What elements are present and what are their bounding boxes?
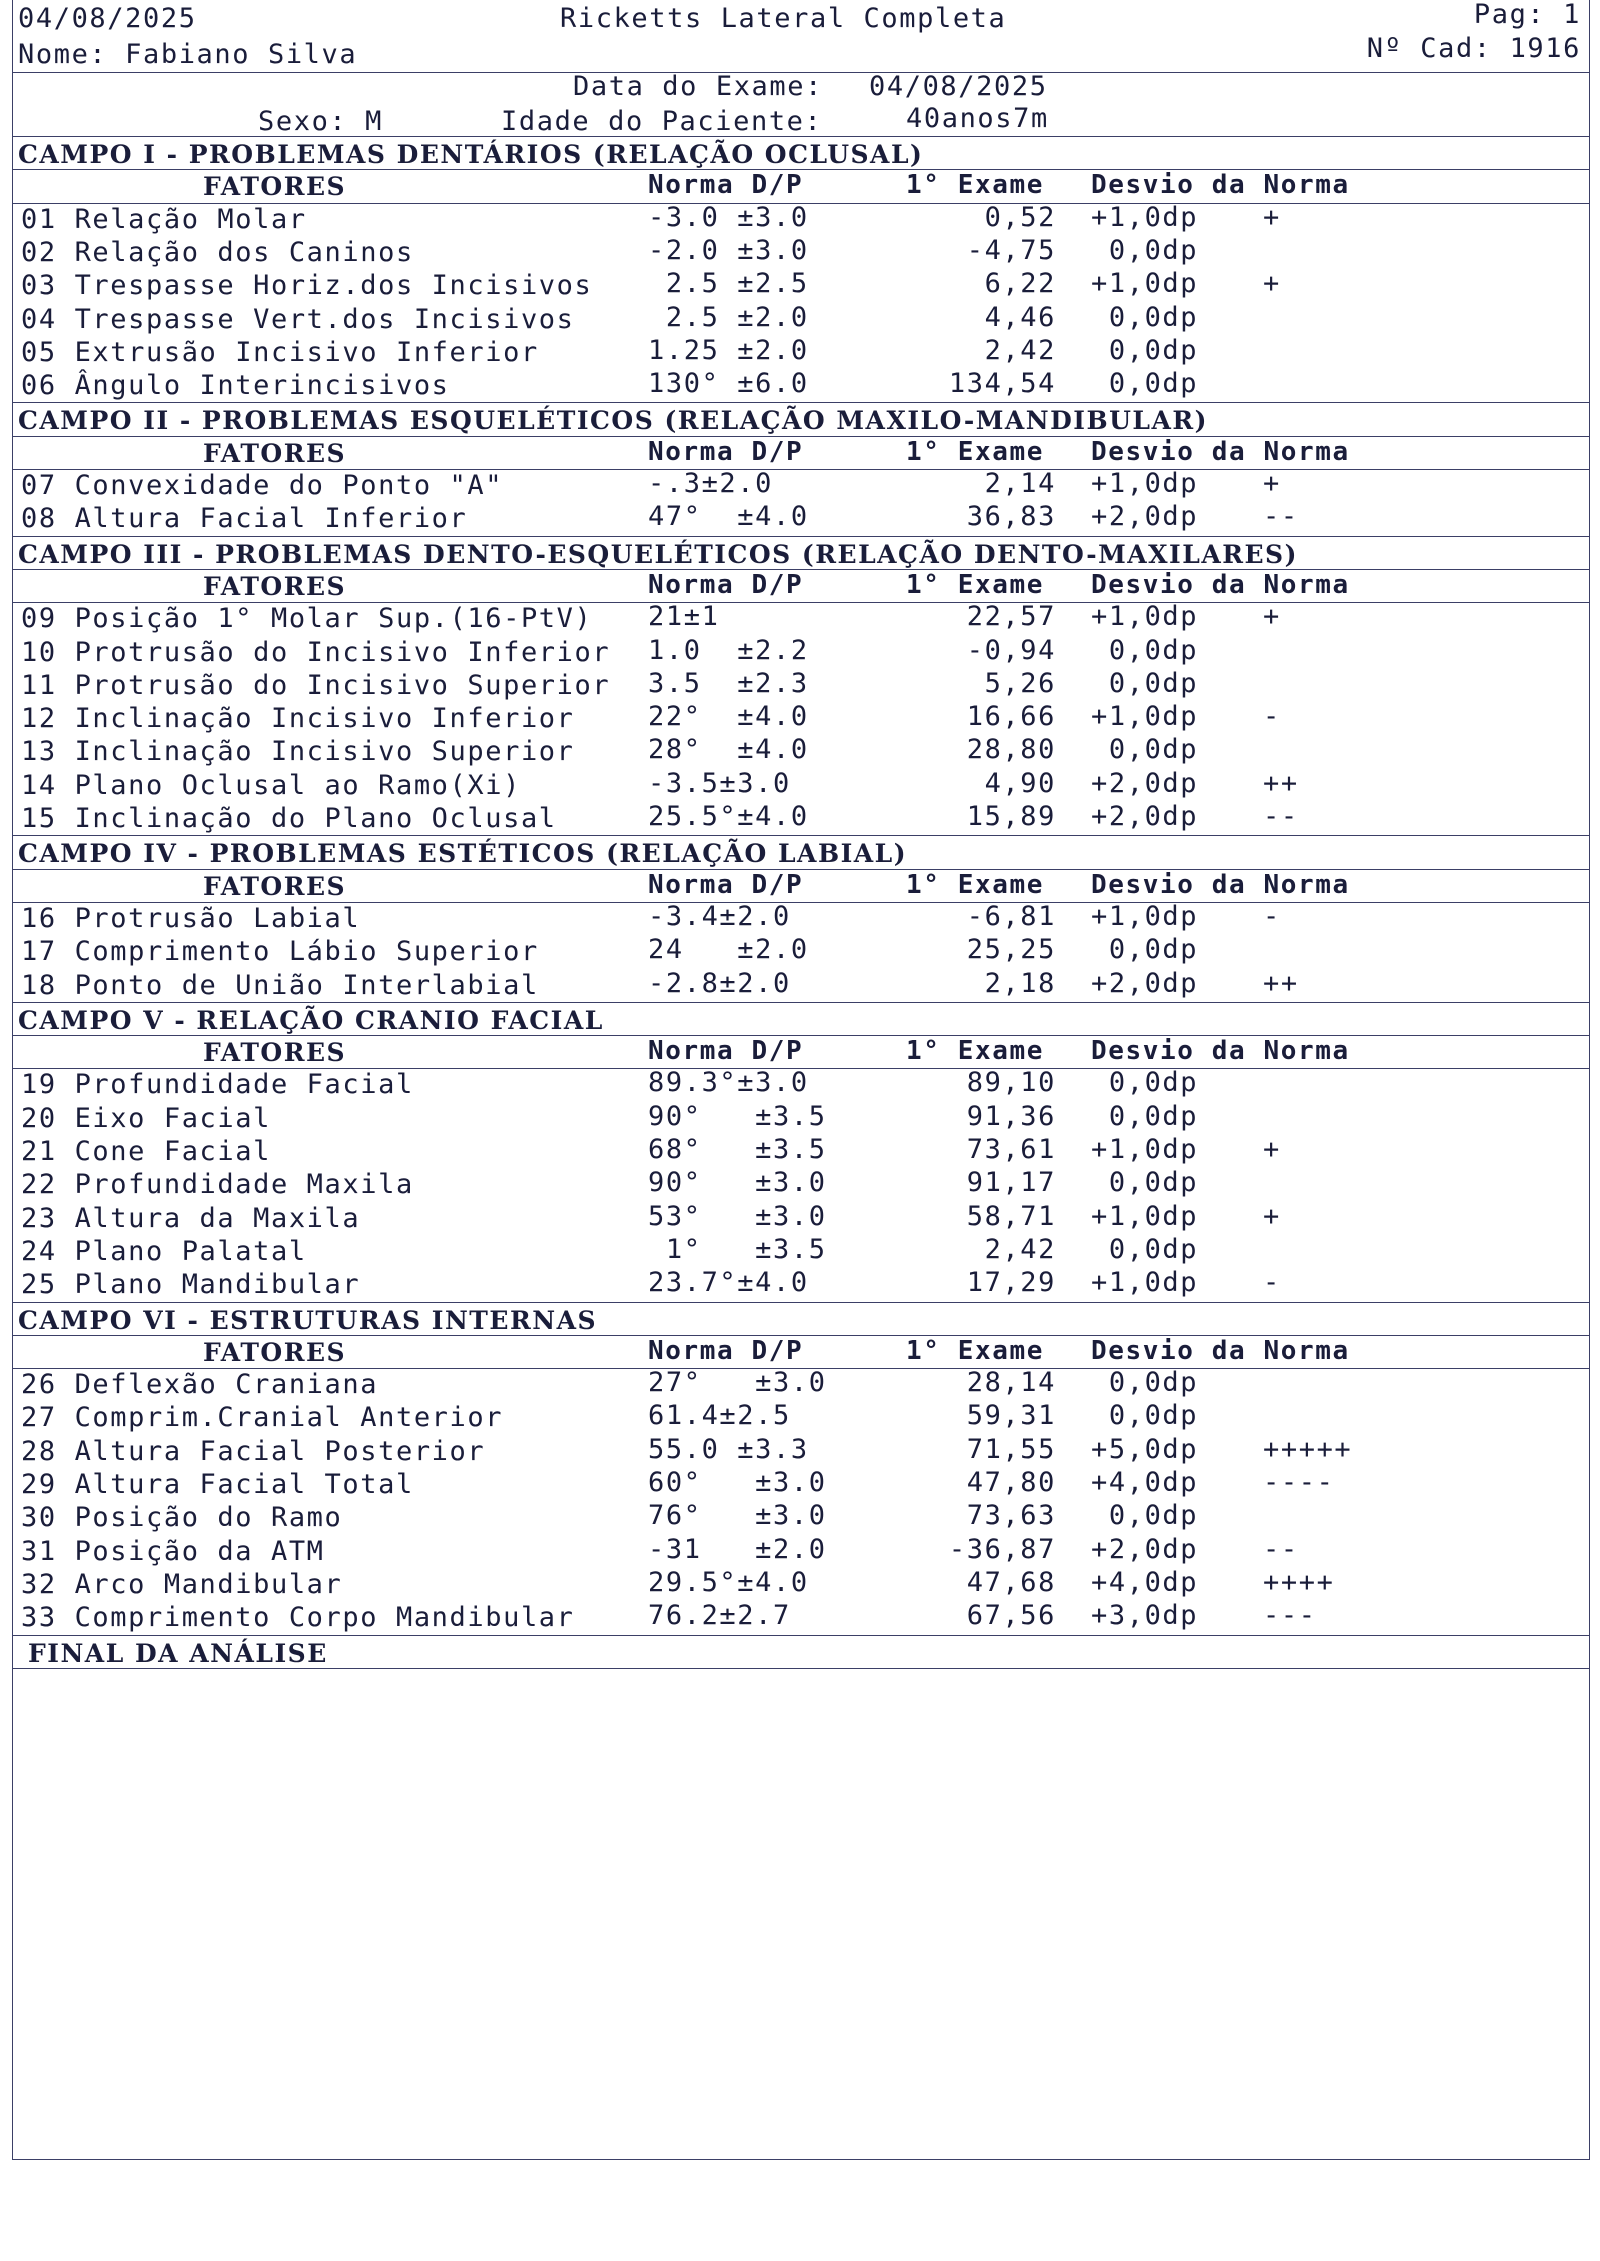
- row-label: 11 Protrusão do Incisivo Superior: [21, 669, 611, 701]
- row-norma: -3.5±3.0: [648, 767, 791, 799]
- column-header-desvio: Desvio da Norma: [1091, 1335, 1350, 1366]
- row-exame: 2,42: [984, 1233, 1056, 1265]
- row-desvio: +1,0dp: [1091, 701, 1199, 733]
- column-header-desvio: Desvio da Norma: [1091, 170, 1350, 201]
- row-exame: 89,10: [966, 1067, 1056, 1099]
- section-title: CAMPO I - PROBLEMAS DENTÁRIOS (RELAÇÃO OCLUSAL): [18, 140, 924, 169]
- row-norma: 28° ±4.0: [648, 734, 809, 766]
- row-label: 14 Plano Oclusal ao Ramo(Xi): [21, 769, 521, 801]
- page-number: Pag: 1: [1473, 0, 1581, 30]
- row-sinal: -: [1263, 900, 1281, 932]
- row-label: 29 Altura Facial Total: [21, 1469, 414, 1500]
- column-header-fatores: FATORES: [203, 172, 347, 202]
- row-exame: 4,90: [984, 767, 1056, 799]
- row-sinal: +++++: [1263, 1433, 1353, 1465]
- row-label: 32 Arco Mandibular: [21, 1568, 343, 1600]
- row-exame: 47,68: [966, 1566, 1056, 1598]
- row-label: 28 Altura Facial Posterior: [21, 1435, 486, 1467]
- row-exame: 134,54: [948, 368, 1056, 400]
- divider: [13, 1668, 1589, 1669]
- row-norma: -31 ±2.0: [648, 1533, 827, 1565]
- row-desvio: 0,0dp: [1091, 1500, 1199, 1532]
- row-sinal: ----: [1263, 1467, 1335, 1498]
- column-header-exame: 1° Exame: [906, 1036, 1045, 1067]
- row-desvio: 0,0dp: [1091, 667, 1199, 699]
- row-norma: -2.8±2.0: [648, 967, 791, 999]
- row-sinal: --: [1263, 1533, 1299, 1565]
- row-norma: 61.4±2.5: [648, 1400, 791, 1432]
- row-label: 03 Trespasse Horiz.dos Incisivos: [21, 270, 593, 302]
- column-header-fatores: FATORES: [203, 1038, 347, 1068]
- row-label: 16 Protrusão Labial: [21, 902, 361, 934]
- row-exame: 67,56: [966, 1600, 1056, 1632]
- row-sinal: +: [1263, 468, 1281, 499]
- row-norma: -2.0 ±3.0: [648, 234, 809, 266]
- column-header-exame: 1° Exame: [906, 869, 1045, 900]
- column-header-fatores: FATORES: [203, 1337, 347, 1367]
- row-label: 23 Altura da Maxila: [21, 1202, 361, 1234]
- row-desvio: +1,0dp: [1091, 201, 1199, 233]
- row-exame: 71,55: [966, 1433, 1056, 1465]
- patient-sex: Sexo: M: [258, 106, 383, 137]
- row-norma: 47° ±4.0: [648, 501, 809, 533]
- row-exame: 6,22: [984, 268, 1056, 300]
- divider: [13, 835, 1589, 836]
- row-sinal: ++: [1263, 767, 1299, 799]
- row-exame: 58,71: [966, 1200, 1056, 1232]
- report-page: [12, 0, 1590, 2160]
- row-desvio: 0,0dp: [1091, 368, 1199, 400]
- row-label: 01 Relação Molar: [21, 203, 307, 235]
- row-desvio: 0,0dp: [1091, 1167, 1199, 1199]
- column-header-norma: Norma D/P: [648, 436, 804, 467]
- row-desvio: 0,0dp: [1091, 234, 1199, 266]
- age-label: Idade do Paciente:: [501, 106, 823, 137]
- column-header-norma: Norma D/P: [648, 569, 804, 600]
- column-header-desvio: Desvio da Norma: [1091, 569, 1350, 600]
- row-exame: -4,75: [966, 234, 1056, 266]
- row-norma: 23.7°±4.0: [648, 1267, 809, 1299]
- row-norma: 68° ±3.5: [648, 1134, 827, 1165]
- row-desvio: +1,0dp: [1091, 268, 1199, 300]
- row-desvio: 0,0dp: [1091, 301, 1199, 333]
- row-label: 33 Comprimento Corpo Mandibular: [21, 1602, 575, 1634]
- row-norma: 3.5 ±2.3: [648, 667, 809, 699]
- row-norma: 2.5 ±2.0: [648, 301, 809, 333]
- row-sinal: -: [1263, 701, 1281, 733]
- row-desvio: +2,0dp: [1091, 1533, 1199, 1565]
- row-sinal: --: [1263, 501, 1299, 533]
- column-header-fatores: FATORES: [203, 871, 347, 901]
- column-header-exame: 1° Exame: [906, 170, 1045, 201]
- row-desvio: +2,0dp: [1091, 767, 1199, 799]
- row-exame: 4,46: [984, 301, 1056, 333]
- row-desvio: 0,0dp: [1091, 734, 1199, 766]
- row-sinal: --: [1263, 801, 1299, 832]
- row-desvio: 0,0dp: [1091, 1100, 1199, 1132]
- row-desvio: +4,0dp: [1091, 1467, 1199, 1498]
- report-title: Ricketts Lateral Completa: [560, 3, 1007, 34]
- row-exame: 73,61: [966, 1134, 1056, 1165]
- column-header-desvio: Desvio da Norma: [1091, 1036, 1350, 1067]
- row-desvio: 0,0dp: [1091, 1367, 1199, 1399]
- row-exame: -6,81: [966, 900, 1056, 932]
- row-label: 22 Profundidade Maxila: [21, 1169, 414, 1201]
- patient-name: Nome: Fabiano Silva: [18, 39, 358, 70]
- row-desvio: +2,0dp: [1091, 501, 1199, 533]
- section-title: CAMPO V - RELAÇÃO CRANIO FACIAL: [18, 1005, 604, 1035]
- column-header-desvio: Desvio da Norma: [1091, 436, 1350, 467]
- row-desvio: +1,0dp: [1091, 468, 1199, 499]
- row-label: 12 Inclinação Incisivo Inferior: [21, 703, 575, 735]
- row-exame: 2,18: [984, 967, 1056, 999]
- row-norma: -3.4±2.0: [648, 900, 791, 932]
- row-exame: -36,87: [948, 1533, 1056, 1565]
- row-label: 08 Altura Facial Inferior: [21, 503, 468, 535]
- row-norma: 27° ±3.0: [648, 1367, 827, 1399]
- row-label: 20 Eixo Facial: [21, 1102, 271, 1134]
- divider: [13, 136, 1589, 137]
- row-norma: 90° ±3.0: [648, 1167, 827, 1199]
- row-sinal: +: [1263, 601, 1281, 633]
- section-title: CAMPO IV - PROBLEMAS ESTÉTICOS (RELAÇÃO LABIAL): [18, 839, 908, 869]
- row-norma: 1.25 ±2.0: [648, 334, 809, 366]
- column-header-desvio: Desvio da Norma: [1091, 869, 1350, 900]
- row-sinal: ++++: [1263, 1566, 1335, 1598]
- row-label: 06 Ângulo Interincisivos: [21, 370, 450, 402]
- divider: [13, 536, 1589, 537]
- row-exame: 91,36: [966, 1100, 1056, 1132]
- column-header-exame: 1° Exame: [906, 436, 1045, 467]
- row-desvio: 0,0dp: [1091, 1233, 1199, 1265]
- row-exame: 59,31: [966, 1400, 1056, 1432]
- section-title: CAMPO III - PROBLEMAS DENTO-ESQUELÉTICOS (RELAÇÃO DENTO-MAXILARES): [18, 539, 1298, 569]
- row-norma: 89.3°±3.0: [648, 1067, 809, 1099]
- report-date: 04/08/2025: [18, 3, 197, 34]
- row-norma: 76° ±3.0: [648, 1500, 827, 1532]
- row-exame: 47,80: [966, 1467, 1056, 1498]
- row-label: 18 Ponto de União Interlabial: [21, 969, 539, 1001]
- column-header-exame: 1° Exame: [906, 1335, 1045, 1366]
- row-exame: 2,14: [984, 468, 1056, 499]
- row-exame: 22,57: [966, 601, 1056, 633]
- row-desvio: 0,0dp: [1091, 1067, 1199, 1099]
- patient-age: 40anos7m: [906, 103, 1049, 134]
- row-sinal: +: [1263, 1200, 1281, 1232]
- row-norma: 60° ±3.0: [648, 1467, 827, 1498]
- row-norma: -.3±2.0: [648, 468, 773, 499]
- row-exame: 0,52: [984, 201, 1056, 233]
- row-desvio: 0,0dp: [1091, 1400, 1199, 1432]
- row-label: 17 Comprimento Lábio Superior: [21, 936, 539, 968]
- row-desvio: +3,0dp: [1091, 1600, 1199, 1632]
- column-header-norma: Norma D/P: [648, 1036, 804, 1067]
- row-norma: 53° ±3.0: [648, 1200, 827, 1232]
- row-norma: 24 ±2.0: [648, 934, 809, 966]
- row-norma: 22° ±4.0: [648, 701, 809, 733]
- row-exame: 15,89: [966, 801, 1056, 832]
- column-header-exame: 1° Exame: [906, 569, 1045, 600]
- row-label: 05 Extrusão Incisivo Inferior: [21, 336, 539, 368]
- row-exame: 25,25: [966, 934, 1056, 966]
- row-label: 04 Trespasse Vert.dos Incisivos: [21, 303, 575, 335]
- row-exame: 36,83: [966, 501, 1056, 533]
- row-desvio: 0,0dp: [1091, 934, 1199, 966]
- row-norma: 25.5°±4.0: [648, 801, 809, 832]
- row-label: 02 Relação dos Caninos: [21, 236, 414, 268]
- column-header-norma: Norma D/P: [648, 170, 804, 201]
- row-sinal: +: [1263, 201, 1281, 233]
- exam-date: 04/08/2025: [869, 71, 1048, 102]
- row-norma: 55.0 ±3.3: [648, 1433, 809, 1465]
- row-label: 15 Inclinação do Plano Oclusal: [21, 803, 557, 834]
- row-desvio: 0,0dp: [1091, 334, 1199, 366]
- row-exame: 17,29: [966, 1267, 1056, 1299]
- row-desvio: +2,0dp: [1091, 801, 1199, 832]
- divider: [13, 1002, 1589, 1003]
- row-label: 19 Profundidade Facial: [21, 1069, 414, 1101]
- row-sinal: -: [1263, 1267, 1281, 1299]
- row-desvio: +1,0dp: [1091, 1134, 1199, 1165]
- section-title: CAMPO II - PROBLEMAS ESQUELÉTICOS (RELAÇÃO MAXILO-MANDIBULAR): [18, 406, 1208, 436]
- row-label: 21 Cone Facial: [21, 1136, 271, 1167]
- row-desvio: +1,0dp: [1091, 1200, 1199, 1232]
- row-exame: 2,42: [984, 334, 1056, 366]
- row-sinal: ++: [1263, 967, 1299, 999]
- column-header-norma: Norma D/P: [648, 869, 804, 900]
- row-desvio: +1,0dp: [1091, 601, 1199, 633]
- footer-label: FINAL DA ANÁLISE: [28, 1638, 328, 1668]
- row-sinal: +: [1263, 268, 1281, 300]
- row-exame: 5,26: [984, 667, 1056, 699]
- divider: [13, 1635, 1589, 1636]
- row-norma: -3.0 ±3.0: [648, 201, 809, 233]
- divider: [13, 1302, 1589, 1303]
- row-exame: 28,80: [966, 734, 1056, 766]
- row-desvio: +5,0dp: [1091, 1433, 1199, 1465]
- row-exame: 91,17: [966, 1167, 1056, 1199]
- cad-number: Nº Cad: 1916: [1366, 33, 1581, 64]
- row-desvio: +2,0dp: [1091, 967, 1199, 999]
- row-norma: 29.5°±4.0: [648, 1566, 809, 1598]
- row-sinal: +: [1263, 1134, 1281, 1165]
- row-label: 26 Deflexão Craniana: [21, 1369, 379, 1401]
- column-header-norma: Norma D/P: [648, 1335, 804, 1366]
- row-norma: 1° ±3.5: [648, 1233, 827, 1265]
- row-desvio: +4,0dp: [1091, 1566, 1199, 1598]
- row-label: 13 Inclinação Incisivo Superior: [21, 736, 575, 768]
- row-norma: 2.5 ±2.5: [648, 268, 809, 300]
- row-label: 09 Posição 1° Molar Sup.(16-PtV): [21, 603, 593, 635]
- row-sinal: ---: [1263, 1600, 1317, 1632]
- column-header-fatores: FATORES: [203, 571, 347, 601]
- row-label: 31 Posição da ATM: [21, 1535, 325, 1567]
- row-norma: 76.2±2.7: [648, 1600, 791, 1632]
- row-norma: 21±1: [648, 601, 720, 633]
- section-title: CAMPO VI - ESTRUTURAS INTERNAS: [18, 1305, 598, 1335]
- column-header-fatores: FATORES: [203, 438, 347, 468]
- row-desvio: 0,0dp: [1091, 634, 1199, 666]
- row-desvio: +1,0dp: [1091, 1267, 1199, 1299]
- divider: [13, 402, 1589, 403]
- row-label: 24 Plano Palatal: [21, 1235, 307, 1267]
- row-label: 25 Plano Mandibular: [21, 1269, 361, 1301]
- row-label: 27 Comprim.Cranial Anterior: [21, 1402, 504, 1434]
- row-label: 10 Protrusão do Incisivo Inferior: [21, 636, 611, 668]
- exam-date-label: Data do Exame:: [573, 71, 823, 102]
- row-norma: 130° ±6.0: [648, 368, 809, 400]
- row-desvio: +1,0dp: [1091, 900, 1199, 932]
- row-label: 30 Posição do Ramo: [21, 1502, 343, 1534]
- row-exame: 28,14: [966, 1367, 1056, 1399]
- row-exame: 16,66: [966, 701, 1056, 733]
- row-norma: 1.0 ±2.2: [648, 634, 809, 666]
- row-label: 07 Convexidade do Ponto "A": [21, 470, 504, 501]
- row-exame: -0,94: [966, 634, 1056, 666]
- row-exame: 73,63: [966, 1500, 1056, 1532]
- row-norma: 90° ±3.5: [648, 1100, 827, 1132]
